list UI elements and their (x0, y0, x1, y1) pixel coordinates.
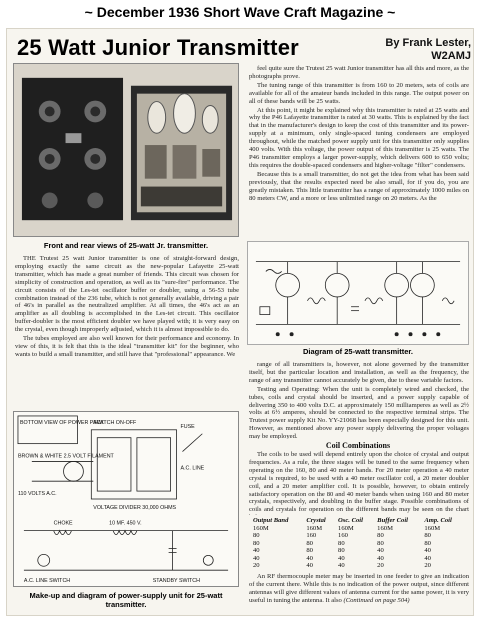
coil-table-header: Osc. Coil (338, 517, 363, 524)
pack-label-fuse: FUSE (180, 423, 195, 430)
coil-text (249, 451, 469, 515)
coil-table-cell: 80 (253, 532, 260, 540)
photo-caption: Front and rear views of 25-watt Jr. transmitter. (43, 241, 209, 250)
pack-label-ac-line-switch: A.C. LINE SWITCH (23, 578, 71, 585)
right-column-top (249, 65, 469, 237)
right-paragraph: Testing and Operating: When the unit is completely wired and checked, the tubes, coils and crystal should be inserted, and a power supply capable of delivering 350 to 400 volts D.C. at approximately 150 milliamperes as well as 2½ volts at 6½ amperes, should be connected to the respective terminal strips. The Trutest power supply Kit No. YY-21068 has been especially designed for this unit. However, as mentioned above any power supply delivering the proper voltages may be employed. (249, 385, 469, 439)
right-column-bottom (249, 361, 469, 439)
coil-table-cell: 160 (306, 532, 317, 540)
right-paragraph: feel quite sure the Trutest 25 watt Junior transmitter has all this and more, as the photographs prove. (249, 65, 469, 80)
coil-table-cell: 40 (253, 554, 260, 562)
coil-table-cell: 40 (306, 562, 313, 570)
pack-label-cond: 10 MF. 450 V. (109, 520, 142, 527)
coil-table-cell: 40 (338, 562, 345, 570)
pack-label-title: BOTTOM VIEW OF POWER PACK (19, 419, 104, 426)
coil-table-cell: 40 (424, 554, 431, 562)
transmitter-schematic (247, 241, 469, 345)
coil-table-cell: 80 (377, 539, 384, 547)
coil-table-cell: 80 (338, 547, 345, 555)
schematic-caption: Diagram of 25-watt transmitter. (302, 347, 414, 356)
transmitter-photo-drawing (14, 64, 238, 236)
coil-table (251, 517, 465, 569)
pack-caption: Make-up and diagram of power-supply unit for 25-watt transmitter. (29, 591, 223, 609)
schematic-drawing (248, 242, 468, 344)
pack-label-standby: STANDBY SWITCH (152, 578, 200, 585)
coil-table-cell: 80 (338, 539, 345, 547)
coil-table-cell: 80 (377, 532, 384, 540)
article-title: 25 Watt Junior Transmitter (17, 35, 299, 60)
coil-table-header: Amp. Coil (424, 517, 452, 524)
coil-table-cell: 160M (306, 525, 323, 532)
coil-table-cell: 40 (377, 554, 384, 562)
coil-table-body (251, 525, 465, 569)
coil-table-cell: 20 (253, 562, 260, 570)
coil-table-cell: 80 (253, 539, 260, 547)
coil-heading: Coil Combinations (325, 441, 391, 450)
transmitter-photo (13, 63, 239, 237)
power-pack-diagram (13, 411, 239, 587)
continued-note: (Continued on page 504) (343, 596, 410, 604)
coil-table-cell: 20 (377, 562, 384, 570)
coil-footer (249, 573, 469, 615)
coil-table-row (251, 547, 465, 554)
power-pack-drawing (14, 412, 238, 586)
coil-table-cell: 40 (377, 547, 384, 555)
coil-table-cell: 160M (338, 525, 354, 532)
coil-paragraph: The coils to be used will depend entirely upon the choice of crystal and output frequencies. As a rule, the three stages will be tuned to the same frequency when operating on the 160, 80 and 40 meter bands. For 20 meter operation a 40 meter crystal is required, to be used with a 40 meter oscillator coil, a 20 meter doubler coil, and a 20 meter amplifier coil. It is possible, however, to obtain entirely satisfactory operation on the 80 and 40 meter bands when using 160 and 80 meter crystals, respectively, and doubling in the buffer stage. Possible combinations of coils and crystals for operation on the different bands may be seen on the chart (249, 451, 469, 514)
coil-table-cell: 160M (253, 525, 269, 532)
coil-table-cell: 80 (306, 539, 313, 547)
coil-table-cell: 160M (377, 525, 393, 532)
coil-table-cell: 80 (424, 539, 431, 547)
coil-table-cell: 40 (338, 554, 345, 562)
coil-table-cell: 40 (424, 547, 431, 555)
coil-table-header-row (251, 517, 465, 525)
left-paragraph: THE Trutest 25 watt Junior transmitter is one of straight-forward design, employing exactly the same circuit as the new-popular Lafayette 25-watt transmitter, which has made a great number of friends. This circuit was chosen for simplicity of construction and operation, as well as its "sure-fire" performance. The circuit consists of the Les-tet oscillator buffer or doubler, using a 56-53 tube combination instead of the 236 tube, which is not generally available, driving a pair of 46's in parallel as the neutralized amplifier. At all times, the 46's act as an amplifier as all doubling is accomplished in the Les-tet circuit. This oscillator buffer-doubler is the most efficient doubler we have played with; it is very easy on the crystal, even though improperly adjusted, which it is almost impossible to do. (15, 255, 239, 334)
coil-table-row (251, 555, 465, 562)
pack-label-v110: 110 VOLTS A.C. (17, 491, 57, 498)
coil-table-cell: 80 (306, 547, 313, 555)
left-column (15, 255, 239, 405)
coil-table-row (251, 540, 465, 547)
right-paragraph: At this point, it might be explained why this transmitter is rated at 25 watts and why the P46 Lafayette transmitter is rated at 30 watts. This is explained by the fact that in the manufacturer's design to keep the cost of this transmitter and its power-supply at a minimum, only single-spaced tuning condensers are employed throughout, while the matched power supply unit for this transmitter only supplies 400 volts. With this voltage, the power output of this transmitter is 25 watts. The P46 transmitter employs a larger power-supply, which delivers 600 to 650 volts; this requires the double-spaced condensers and higher-voltage "filter" condensers. (249, 106, 469, 169)
pack-label-choke: CHOKE (53, 520, 73, 527)
coil-table-cell: 160 (338, 532, 348, 540)
pack-label-ac-line: A.C. LINE (180, 465, 205, 472)
coil-table-cell: 40 (253, 547, 260, 555)
magazine-banner: ~ December 1936 Short Wave Craft Magazine ~ (0, 0, 480, 24)
byline (375, 37, 471, 63)
byline-call: W2AMJ (431, 50, 471, 62)
coil-table-row (251, 525, 465, 532)
article-page (6, 28, 474, 616)
pack-label-filament: BROWN & WHITE 2.5 VOLT FILAMENT (17, 453, 114, 460)
pack-label-voltage-divider: VOLTAGE DIVIDER 30,000 OHMS (93, 504, 177, 511)
right-paragraph: The tuning range of this transmitter is from 160 to 20 meters, sets of coils are available for all of the amateur bands included in this range. The output power on all of these bands will be 25 watts. (249, 81, 469, 105)
right-paragraph: Because this is a small transmitter, do not get the idea from what has been said previously, that the results expected need be also small, for if you do, you are greatly mistaken. This little transmitter has a range of approximately 1000 miles on 80 meters CW, and a more or less unlimited range on 20 meters. As the (249, 170, 469, 202)
coil-table-header: Output Band (253, 517, 289, 524)
byline-name: By Frank Lester, (385, 37, 471, 49)
pack-label-switch: SWITCH ON-OFF (93, 419, 137, 426)
coil-table-header: Crystal (306, 517, 326, 524)
coil-table-row (251, 562, 465, 569)
coil-table-cell: 80 (424, 532, 431, 540)
coil-footer-text: An RF thermocouple meter may be inserted in one feeder to give an indication of the current there. While this is no indication of the power output, since different antennas will give different values of antenna current for the same power, it is very useful in tuning the antenna. It also (249, 573, 469, 604)
left-paragraph: The tubes employed are also well known for their performance and economy. In view of this, it is felt that this is the ideal "transmitter kit" for the beginner, who wants to build a small transmitter, and still have that "professional" appearance. We (15, 335, 239, 358)
coil-table-cell: 160M (424, 525, 441, 532)
coil-table-cell: 40 (306, 554, 313, 562)
right-paragraph: range of all transmitters is, however, not alone governed by the transmitter itself, but the particular location and installation, as well as the frequency, the range of any transmitter cannot accurately be given, due to these variable factors. (249, 361, 469, 384)
coil-table-row (251, 532, 465, 539)
coil-table-cell: 20 (424, 562, 431, 570)
coil-table-header: Buffer Coil (377, 517, 409, 524)
